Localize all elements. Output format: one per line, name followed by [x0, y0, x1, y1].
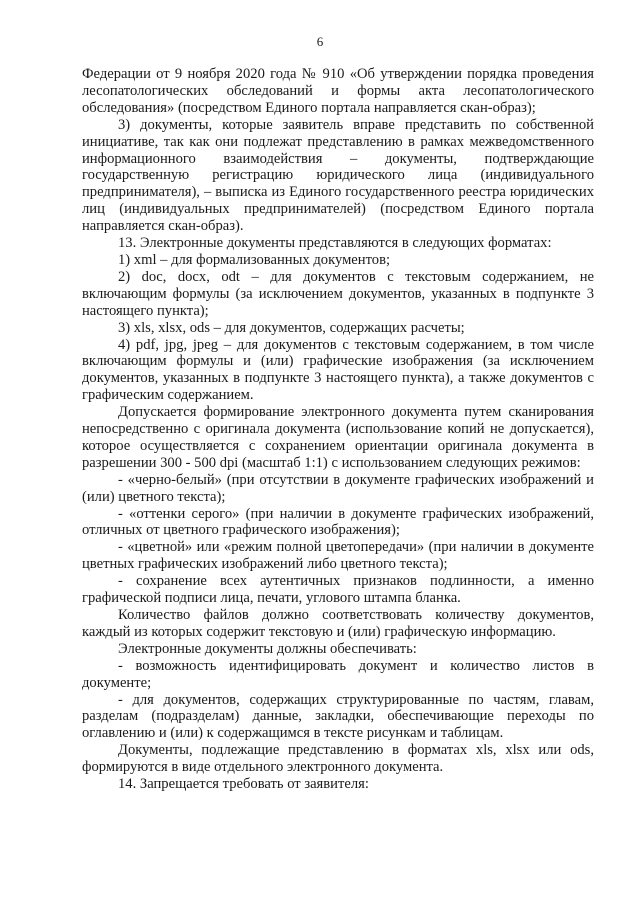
- paragraph: 3) xls, xlsx, ods – для документов, содержащих расчеты;: [118, 319, 465, 336]
- paragraph: 4) pdf, jpg, jpeg – для документов с текстовым содержанием, в том числе включающим формулы и (или) графические изображения (за исключением документов, указанных в подпункте 3 настоящего пункта), а также документов с графическим содержанием.: [82, 336, 594, 404]
- paragraph: Федерации от 9 ноября 2020 года № 910 «Об утверждении порядка проведения лесопатологических обследований и формы акта лесопатологического обследования» (посредством Единого портала направляется скан-образ);: [82, 66, 594, 116]
- paragraph: 3) документы, которые заявитель вправе представить по собственной инициативе, так как они подлежат представлению в рамках межведомственного информационного взаимодействия – документы, подтверждающие государственную регистрацию юридического лица (индивидуального предпринимателя), – выписка из Единого государственного реестра юридических лиц (индивидуальных предпринимателей) (посредством Единого портала направляется скан-образ).: [82, 116, 594, 235]
- paragraph: 14. Запрещается требовать от заявителя:: [118, 776, 369, 793]
- paragraph: Допускается формирование электронного документа путем сканирования непосредственно с оригинала документа (использование копий не допускается), которое осуществляется с сохранением ориентации оригинала документа в разрешении 300 - 500 dpi (масштаб 1:1) с использованием следующих режимов:: [82, 404, 594, 471]
- paragraph: Количество файлов должно соответствовать количеству документов, каждый из которых содержит текстовую и (или) графическую информацию.: [82, 607, 594, 640]
- paragraph: - сохранение всех аутентичных признаков подлинности, а именно графической подписи лица, печати, углового штампа бланка.: [82, 573, 594, 607]
- paragraph: - возможность идентифицировать документ и количество листов в документе;: [82, 657, 594, 691]
- document-body: [82, 66, 594, 793]
- page-number: 6: [316, 34, 324, 49]
- paragraph: - для документов, содержащих структурированные по частям, главам, разделам (подразделам) данные, закладки, обеспечивающие переходы по оглавлению и (или) к содержащимся в тексте рисункам и таблицам.: [82, 691, 594, 742]
- paragraph: 1) xml – для формализованных документов;: [118, 251, 391, 268]
- paragraph: Документы, подлежащие представлению в форматах xls, xlsx или ods, формируются в виде отдельного электронного документа.: [82, 742, 594, 776]
- paragraph: Электронные документы должны обеспечивать:: [118, 640, 417, 657]
- paragraph: - «оттенки серого» (при наличии в документе графических изображений, отличных от цветного графического изображения);: [82, 505, 594, 539]
- paragraph: 13. Электронные документы представляются в следующих форматах:: [118, 235, 552, 252]
- paragraph: - «черно-белый» (при отсутствии в документе графических изображений и (или) цветного текста);: [82, 471, 594, 505]
- paragraph: - «цветной» или «режим полной цветопередачи» (при наличии в документе цветных графических изображений либо цветного текста);: [82, 539, 594, 573]
- paragraph: 2) doc, docx, odt – для документов с текстовым содержанием, не включающим формулы (за исключением документов, указанных в подпункте 3 настоящего пункта);: [82, 268, 594, 319]
